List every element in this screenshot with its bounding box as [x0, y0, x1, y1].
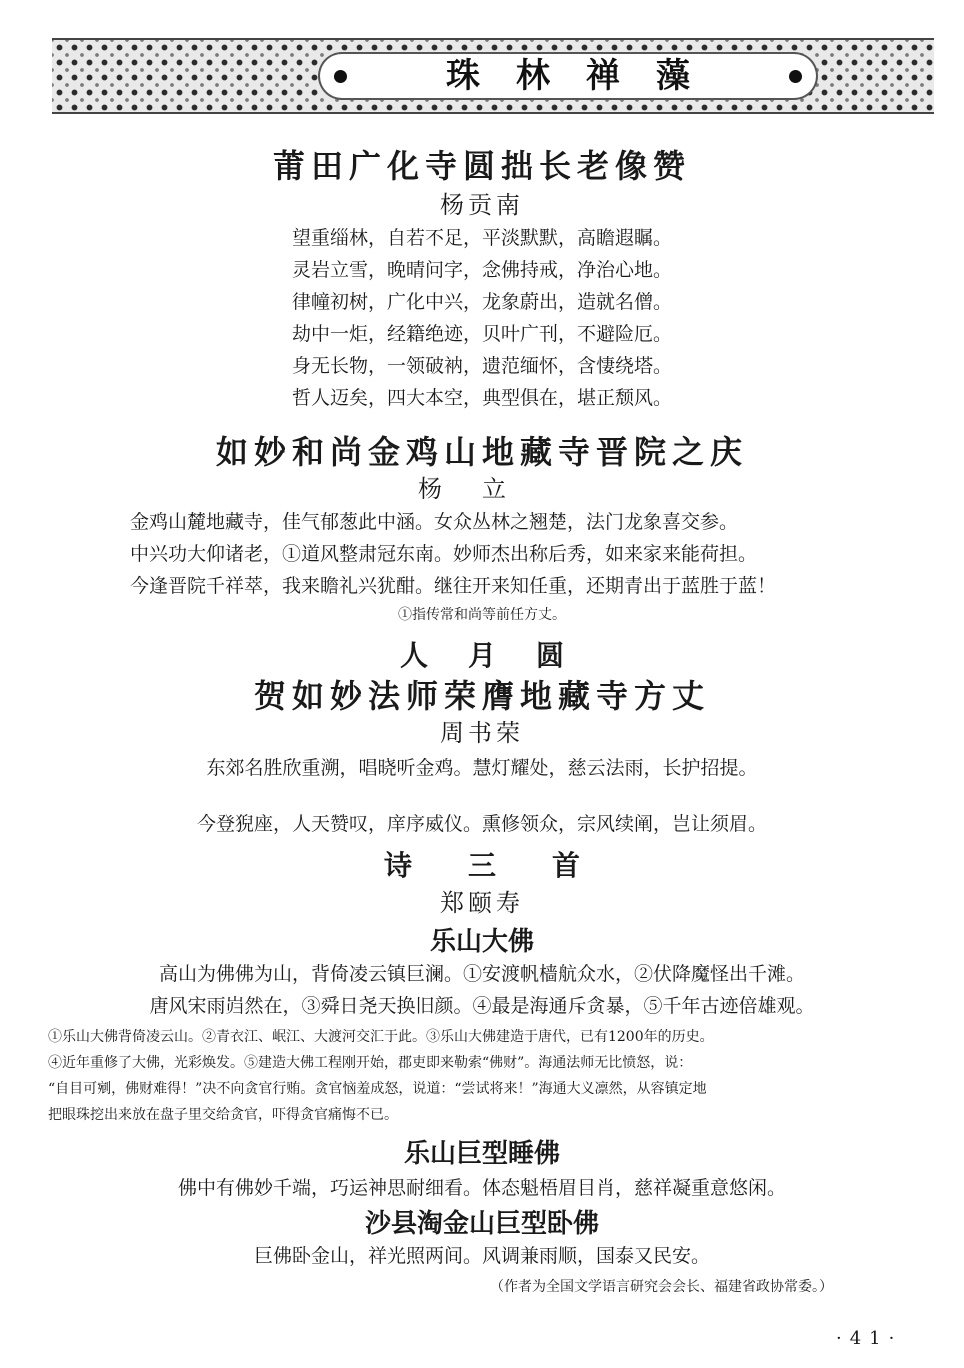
- poem-title: 诗三首: [383, 849, 636, 882]
- verse-line: 中兴功大仰诸老，①道风整肃冠东南。妙师杰出称后秀，如来家来能荷担。: [130, 543, 758, 565]
- footnote: ④近年重修了大佛，光彩焕发。⑤建造大佛工程刚开始，郡吏即来勒索“佛财”。海通法师无比愤怒，说：: [48, 1055, 693, 1071]
- bullet-dot-icon: [789, 70, 802, 83]
- tune-title: 人月圆: [399, 639, 604, 672]
- verse-line: 身无长物，一领破衲，遗范缅怀，含悽绕塔。: [291, 355, 672, 377]
- header-banner: [52, 38, 934, 114]
- verse-line: 灵岩立雪，晚晴问字，念佛持戒，净治心地。: [291, 259, 672, 281]
- poem-author: 杨立: [418, 475, 546, 503]
- poem-subtitle: 乐山大佛: [429, 927, 534, 957]
- verse-line: 佛中有佛妙千端，巧运神思耐细看。体态魁梧眉目肖，慈祥凝重意悠闲。: [177, 1177, 786, 1199]
- poem-body: [130, 506, 776, 602]
- verse-line: 律幢初树，广化中兴，龙象蔚出，造就名僧。: [291, 291, 672, 313]
- poem-body: [0, 958, 964, 1022]
- footnote: ①指传常和尚等前任方丈。: [398, 607, 566, 623]
- verse-line: 高山为佛佛为山，背倚凌云镇巨澜。①安渡帆樯航众水，②伏降魔怪出千滩。: [158, 963, 805, 985]
- verse-line: 望重缁林，自若不足，平淡默默，高瞻遐瞩。: [291, 227, 672, 249]
- banner-plaque: [320, 54, 816, 98]
- poem-title: 如妙和尚金鸡山地藏寺晋院之庆: [215, 433, 748, 471]
- verse-line: 今登猊座，人天赞叹，庠序威仪。熏修领众，宗风续阐，岂让须眉。: [196, 813, 767, 835]
- page-number: ·41·: [836, 1328, 903, 1349]
- verse-line: 哲人迈矣，四大本空，典型俱在，堪正颓风。: [291, 387, 672, 409]
- poem-title: 贺如妙法师荣膺地藏寺方丈: [253, 677, 710, 715]
- poem-title: 莆田广化寺圆拙长老像赞: [272, 147, 691, 185]
- footnotes: [48, 1024, 714, 1128]
- column-title: 珠林禅藻: [446, 56, 726, 96]
- poem-subtitle: 沙县淘金山巨型卧佛: [364, 1209, 599, 1239]
- verse-line: 唐风宋雨岿然在，③舜日尧天换旧颜。④最是海通斥贪暴，⑤千年古迹倍雄观。: [149, 995, 815, 1017]
- poem-author: 周书荣: [440, 719, 524, 747]
- poem-body: [0, 222, 964, 414]
- footnote: “自目可剜，佛财难得！”决不向贪官行贿。贪官恼羞成怒，说道：“尝试将来！”海通大义凛然，从容镇定地: [48, 1081, 707, 1097]
- footnote: ①乐山大佛背倚凌云山。②青衣江、岷江、大渡河交汇于此。③乐山大佛建造于唐代，已有1200年的历史。: [48, 1029, 714, 1045]
- poem-author: 郑颐寿: [440, 889, 524, 917]
- poem-author: 杨贡南: [440, 191, 524, 219]
- verse-line: 金鸡山麓地藏寺，佳气郁葱此中涵。女众丛林之翘楚，法门龙象喜交参。: [130, 511, 739, 533]
- poem-subtitle: 乐山巨型睡佛: [403, 1139, 560, 1169]
- footnote: 把眼珠挖出来放在盘子里交给贪官，吓得贪官痛悔不已。: [48, 1107, 398, 1123]
- author-byline: （作者为全国文学语言研究会会长、福建省政协常委。）: [490, 1279, 833, 1295]
- bullet-dot-icon: [334, 70, 347, 83]
- verse-line: 劫中一炬，经籍绝迹，贝叶广刊，不避险厄。: [291, 323, 672, 345]
- verse-line: 巨佛卧金山，祥光照两间。风调兼雨顺，国泰又民安。: [253, 1245, 710, 1267]
- verse-line: 东郊名胜欣重溯，唱晓听金鸡。慧灯耀处，慈云法雨，长护招提。: [206, 757, 758, 779]
- verse-line: 今逢晋院千祥萃，我来瞻礼兴犹酣。继往开来知任重，还期青出于蓝胜于蓝！: [130, 575, 777, 597]
